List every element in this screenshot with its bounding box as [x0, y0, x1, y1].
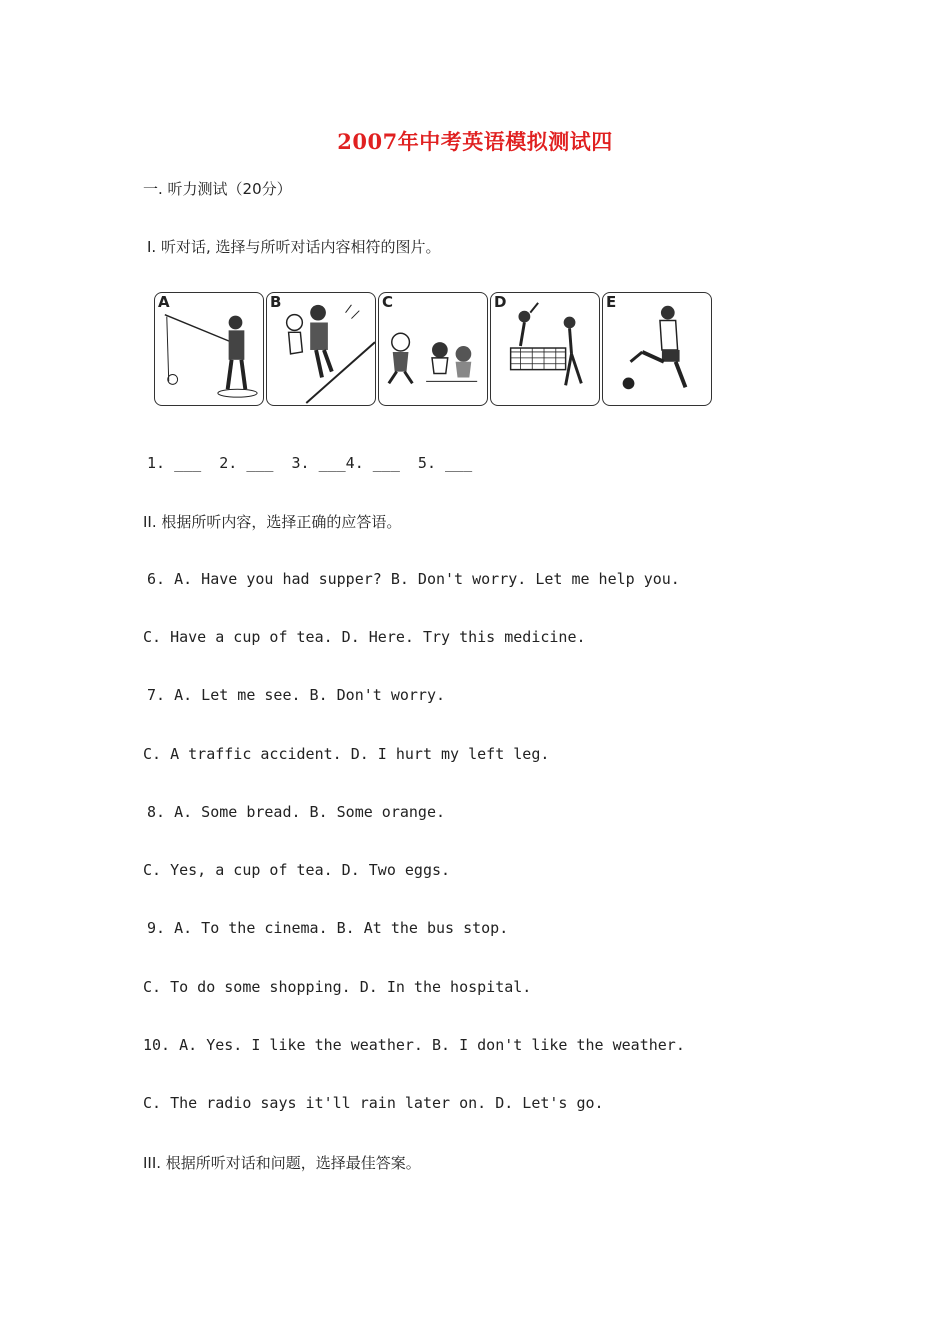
- picture-c: [378, 292, 488, 406]
- picture-label: E: [606, 293, 617, 311]
- picture-label: C: [382, 293, 394, 311]
- climbing-kids-icon: [267, 293, 375, 405]
- picture-d: [490, 292, 600, 406]
- question-8-options-ab: 8. A. Some bread. B. Some orange.: [147, 803, 446, 821]
- running-kids-icon: [379, 293, 487, 405]
- picture-label: A: [158, 293, 170, 311]
- question-10-options-cd: C. The radio says it'll rain later on. D. Let's go.: [143, 1094, 604, 1112]
- part-3-instruction: III. 根据所听对话和问题，选择最佳答案。: [143, 1154, 421, 1172]
- answer-blanks-1-5: 1. ___ 2. ___ 3. ___4. ___ 5. ___: [147, 454, 473, 472]
- picture-label: D: [494, 293, 507, 311]
- picture-a: [154, 292, 264, 406]
- football-player-icon: [603, 293, 711, 405]
- question-9-options-ab: 9. A. To the cinema. B. At the bus stop.: [147, 919, 509, 937]
- picture-options: [154, 292, 712, 408]
- question-6-options-ab: 6. A. Have you had supper? B. Don't worry. Let me help you.: [147, 570, 680, 588]
- picture-label: B: [270, 293, 282, 311]
- fishing-man-icon: [155, 293, 263, 405]
- question-9-options-cd: C. To do some shopping. D. In the hospital.: [143, 978, 532, 996]
- tennis-players-icon: [491, 293, 599, 405]
- question-7-options-cd: C. A traffic accident. D. I hurt my left leg.: [143, 745, 550, 763]
- question-6-options-cd: C. Have a cup of tea. D. Here. Try this medicine.: [143, 628, 586, 646]
- question-10-options-ab: 10. A. Yes. I like the weather. B. I don't like the weather.: [143, 1036, 685, 1054]
- part-1-instruction: Ⅰ. 听对话, 选择与所听对话内容相符的图片。: [147, 238, 441, 256]
- picture-b: [266, 292, 376, 406]
- question-8-options-cd: C. Yes, a cup of tea. D. Two eggs.: [143, 861, 451, 879]
- part-2-instruction: II. 根据所听内容，选择正确的应答语。: [143, 513, 402, 531]
- question-7-options-ab: 7. A. Let me see. B. Don't worry.: [147, 686, 446, 704]
- picture-e: [602, 292, 712, 406]
- section-listening-heading: 一. 听力测试（20分）: [143, 180, 292, 198]
- document-title: 2007年中考英语模拟测试四: [337, 129, 613, 154]
